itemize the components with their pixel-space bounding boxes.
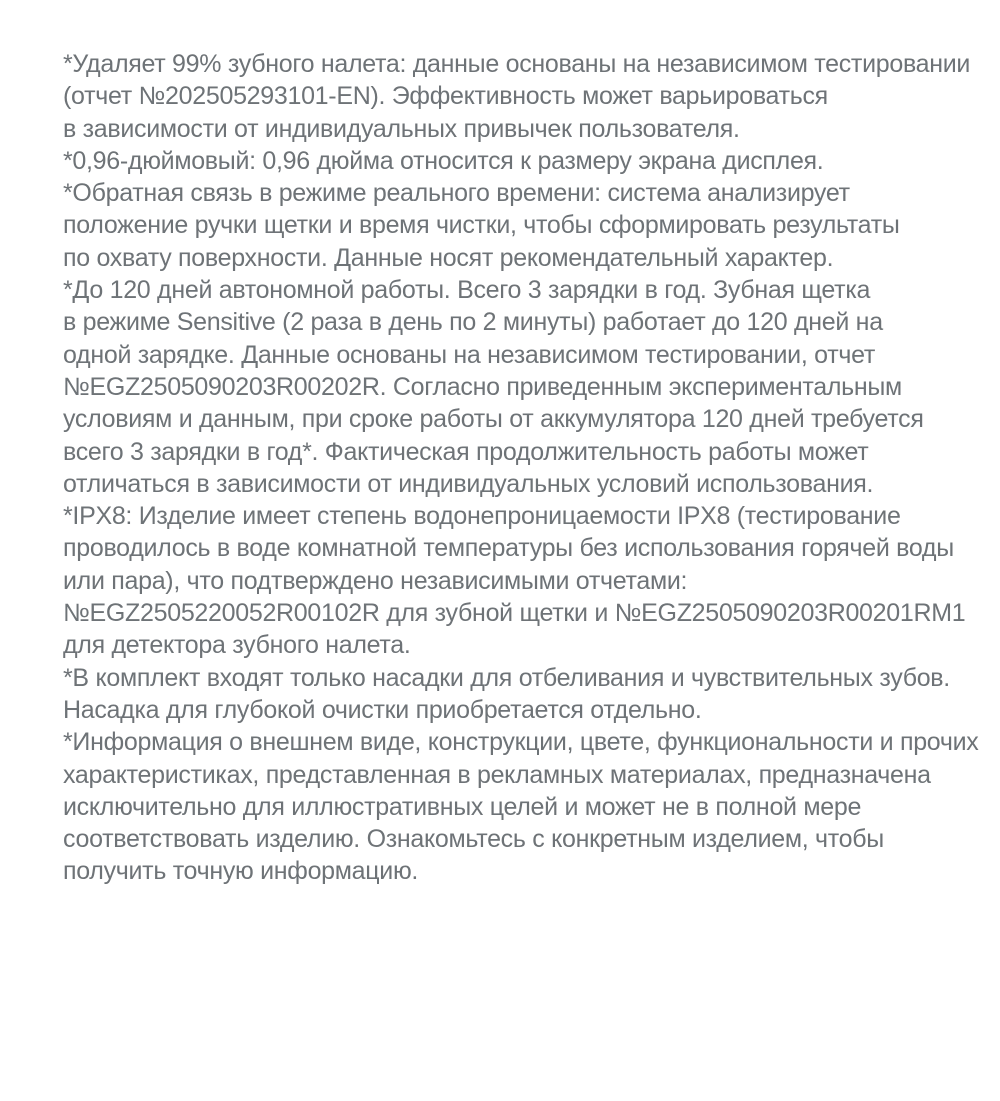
disclaimer-line: №EGZ2505090203R00202R. Согласно приведенным экспериментальным <box>63 372 902 401</box>
disclaimer-line: (отчет №202505293101-EN). Эффективность может варьироваться <box>63 82 828 111</box>
disclaimer-line: по охвату поверхности. Данные носят рекомендательный характер. <box>63 243 834 272</box>
disclaimer-line: положение ручки щетки и время чистки, чтобы сформировать результаты <box>63 211 900 240</box>
disclaimer-line: *До 120 дней автономной работы. Всего 3 зарядки в год. Зубная щетка <box>63 276 871 305</box>
disclaimer-line: *Обратная связь в режиме реального времени: система анализирует <box>63 179 850 208</box>
disclaimer-line: №EGZ2505220052R00102R для зубной щетки и №EGZ2505090203R00201RM1 <box>63 599 966 628</box>
disclaimer-line: *Удаляет 99% зубного налета: данные основаны на независимом тестировании <box>63 50 971 78</box>
disclaimer-line: одной зарядке. Данные основаны на независимом тестировании, отчет <box>63 340 875 369</box>
disclaimer-line: Насадка для глубокой очистки приобретается отдельно. <box>63 695 702 724</box>
disclaimer-line: характеристиках, представленная в рекламных материалах, предназначена <box>63 760 931 789</box>
disclaimer-line: всего 3 зарядки в год*. Фактическая продолжительность работы может <box>63 437 869 466</box>
disclaimer-line: отличаться в зависимости от индивидуальных условий использования. <box>63 469 874 498</box>
disclaimer-line: в режиме Sensitive (2 раза в день по 2 минуты) работает до 120 дней на <box>63 308 883 337</box>
disclaimer-line: соответствовать изделию. Ознакомьтесь с конкретным изделием, чтобы <box>63 825 884 854</box>
disclaimer-line: исключительно для иллюстративных целей и может не в полной мере <box>63 792 862 821</box>
disclaimer-line: *0,96-дюймовый: 0,96 дюйма относится к размеру экрана дисплея. <box>63 146 824 175</box>
disclaimer-line: *IPX8: Изделие имеет степень водонепроницаемости IPX8 (тестирование <box>63 502 901 531</box>
disclaimer-line: получить точную информацию. <box>63 857 419 886</box>
disclaimer-line: или пара), что подтверждено независимыми отчетами: <box>63 566 688 595</box>
disclaimer-line: *В комплект входят только насадки для отбеливания и чувствительных зубов. <box>63 663 950 692</box>
disclaimer-line: *Информация о внешнем виде, конструкции, цвете, функциональности и прочих <box>63 728 979 757</box>
disclaimer-text-block <box>63 48 979 888</box>
disclaimer-line: проводилось в воде комнатной температуры без использования горячей воды <box>63 534 954 563</box>
disclaimer-line: для детектора зубного налета. <box>63 631 411 660</box>
disclaimer-line: условиям и данным, при сроке работы от аккумулятора 120 дней требуется <box>63 405 924 434</box>
disclaimer-line: в зависимости от индивидуальных привычек пользователя. <box>63 114 740 143</box>
